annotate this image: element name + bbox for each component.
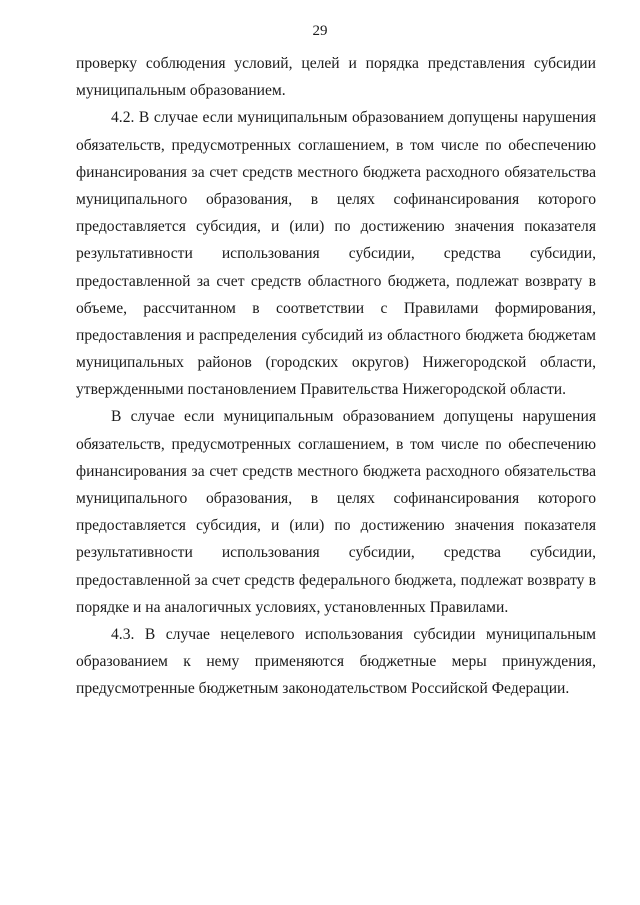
text-line: объеме, рассчитанном в соответствии с Правилами формирования, bbox=[76, 299, 596, 317]
text-line: предоставляется субсидия, и (или) по достижению значения показателя bbox=[76, 218, 596, 236]
text-line: проверку соблюдения условий, целей и порядка представления субсидии bbox=[76, 55, 596, 72]
text-line: утвержденными постановлением Правительства Нижегородской области. bbox=[76, 381, 567, 399]
text-line: муниципальных районов (городских округов) Нижегородской области, bbox=[76, 354, 596, 372]
text-line: 4.2. В случае если муниципальным образованием допущены нарушения bbox=[111, 109, 596, 127]
text-line: финансирования за счет средств местного бюджета расходного обязательства bbox=[76, 163, 596, 181]
text-line: предоставляется субсидия, и (или) по достижению значения показателя bbox=[76, 517, 596, 535]
text-line: предоставленной за счет средств областного бюджета, подлежат возврату в bbox=[76, 272, 596, 290]
document-body bbox=[76, 50, 596, 703]
text-line: В случае если муниципальным образованием допущены нарушения bbox=[111, 408, 596, 426]
text-line: муниципальным образованием. bbox=[76, 82, 286, 100]
text-line: обязательств, предусмотренных соглашением, в том числе по обеспечению bbox=[76, 136, 596, 154]
text-line: предоставленной за счет средств федерального бюджета, подлежат возврату в bbox=[76, 571, 596, 589]
text-line: предусмотренные бюджетным законодательством Российской Федерации. bbox=[76, 680, 570, 698]
text-line: образованием к нему применяются бюджетные меры принуждения, bbox=[76, 653, 596, 671]
text-line: муниципального образования, в целях софинансирования которого bbox=[76, 190, 596, 208]
text-line: муниципального образования, в целях софинансирования которого bbox=[76, 490, 596, 507]
page-number: 29 bbox=[312, 23, 328, 39]
text-line: обязательств, предусмотренных соглашением, в том числе по обеспечению bbox=[76, 435, 596, 453]
text-line: финансирования за счет средств местного бюджета расходного обязательства bbox=[76, 462, 596, 480]
text-line: результативности использования субсидии, средства субсидии, bbox=[76, 245, 596, 263]
text-line: 4.3. В случае нецелевого использования субсидии муниципальным bbox=[111, 625, 596, 643]
text-line: порядке и на аналогичных условиях, установленных Правилами. bbox=[76, 598, 509, 616]
text-line: результативности использования субсидии, средства субсидии, bbox=[76, 544, 596, 562]
text-line: предоставления и распределения субсидий из областного бюджета бюджетам bbox=[76, 326, 596, 344]
